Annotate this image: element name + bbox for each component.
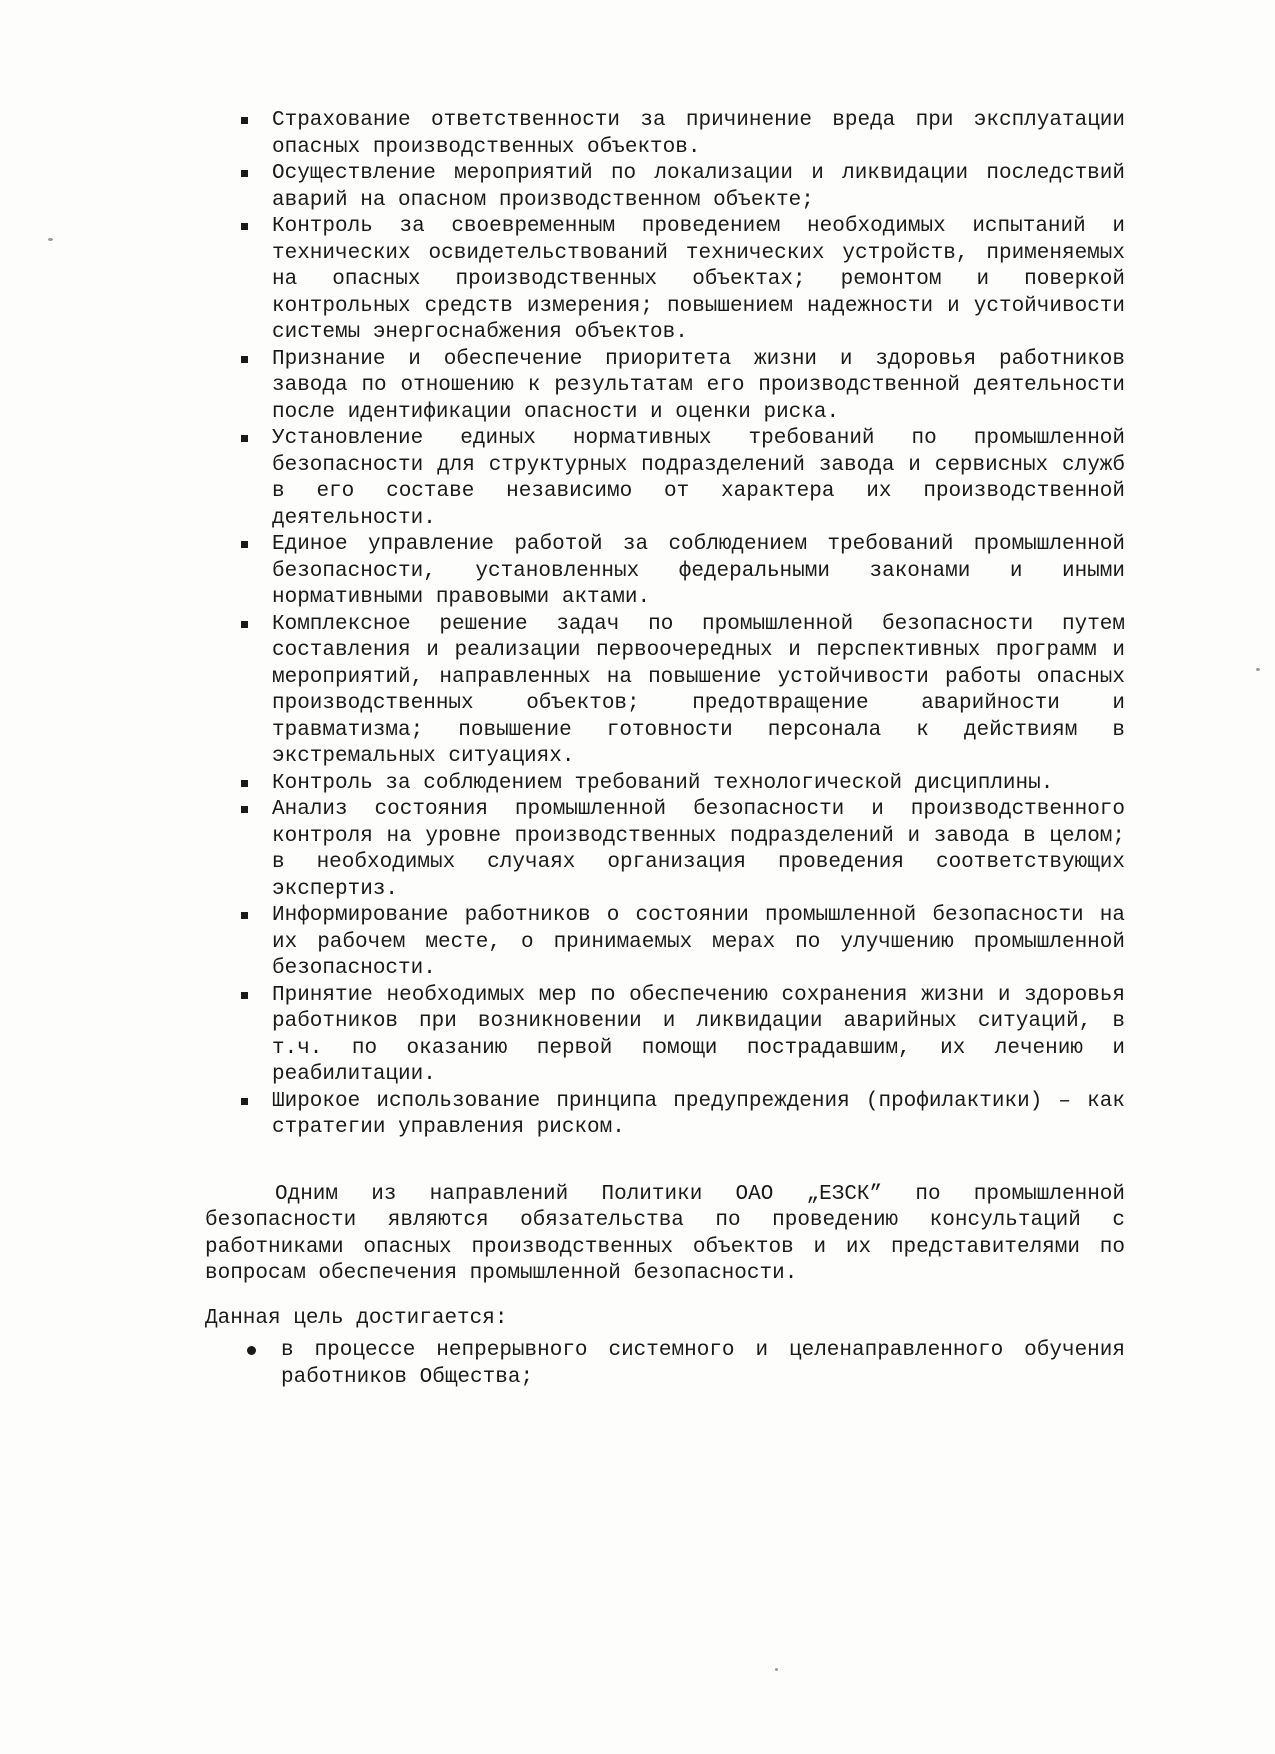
document-body [205,108,1125,1391]
list-item-text: Информирование работников о состоянии промышленной безопасности на их рабочем месте, о принимаемых мерах по улучшению промышленной безопасности. [272,904,1125,980]
list-item [272,612,1125,771]
goal-intro: Данная цель достигается: [205,1306,508,1330]
list-item-text: в процессе непрерывного системного и целенаправленного обучения работников Общества; [281,1339,1125,1389]
list-item-text: Анализ состояния промышленной безопасности и производственного контроля на уровне производственных подразделений и завода в целом; в необходимых случаях организация проведения соответствующих экспертиз. [272,798,1125,901]
list-item-text: Контроль за соблюдением требований технологической дисциплины. [272,771,1054,795]
square-bullet-icon [241,170,248,177]
goal-list [281,1338,1125,1391]
list-item-text: Широкое использование принципа предупреждения (профилактики) – как стратегии управления риском. [272,1089,1125,1139]
list-item [281,1338,1125,1391]
square-bullet-icon [241,541,248,548]
list-item-text: Контроль за своевременным проведением необходимых испытаний и технических освидетельствований технических устройств, применяемых на опасных производственных объектах; ремонтом и поверкой контрольных средств измерения; повышением надежности и устойчивости системы энергоснабжения объектов. [272,215,1125,344]
scan-speck [1256,668,1260,671]
square-bullet-icon [241,356,248,363]
list-item [272,532,1125,612]
list-item [272,426,1125,532]
round-bullet-icon [247,1346,256,1355]
list-item-text: Единое управление работой за соблюдением требований промышленной безопасности, установленных федеральными законами и иными нормативными правовыми актами. [272,533,1125,609]
scan-speck [48,238,53,241]
list-item [272,771,1125,798]
square-bullet-icon [241,1098,248,1105]
square-bullet-icon [241,780,248,787]
square-bullet-icon [241,117,248,124]
list-item [272,161,1125,214]
list-item-text: Осуществление мероприятий по локализации и ликвидации последствий аварий на опасном производственном объекте; [272,162,1125,212]
square-bullet-icon [241,912,248,919]
list-item-text: Установление единых нормативных требований по промышленной безопасности для структурных подразделений завода и сервисных служб в его составе независимо от характера их производственной деятельности. [272,427,1125,530]
list-item [272,108,1125,161]
list-item [272,1089,1125,1142]
square-bullet-icon [241,435,248,442]
policy-bullet-list [272,108,1125,1142]
square-bullet-icon [241,621,248,628]
list-item-text: Принятие необходимых мер по обеспечению сохранения жизни и здоровья работников при возникновении и ликвидации аварийных ситуаций, в т.ч. по оказанию первой помощи пострадавшим, их лечению и реабилитации. [272,983,1125,1086]
list-item [272,903,1125,983]
list-item [272,347,1125,427]
list-item [272,214,1125,347]
scan-speck [775,1668,778,1671]
list-item [272,797,1125,903]
list-item-text: Страхование ответственности за причинение вреда при эксплуатации опасных производственных объектов. [272,109,1125,159]
square-bullet-icon [241,992,248,999]
list-item-text: Комплексное решение задач по промышленной безопасности путем составления и реализации первоочередных и перспективных программ и мероприятий, направленных на повышение устойчивости работы опасных производственных объектов; предотвращение аварийности и травматизма; повышение готовности персонала к действиям в экстремальных ситуациях. [272,612,1125,768]
square-bullet-icon [241,223,248,230]
list-item [272,983,1125,1089]
square-bullet-icon [241,806,248,813]
list-item-text: Признание и обеспечение приоритета жизни и здоровья работников завода по отношению к результатам его производственной деятельности после идентификации опасности и оценки риска. [272,347,1125,424]
consultation-paragraph: Одним из направлений Политики ОАО „ЕЗСК” по промышленной безопасности являются обязательства по проведению консультаций с работниками опасных производственных объектов и их представителями по вопросам обеспечения промышленной безопасности. [205,1182,1125,1285]
